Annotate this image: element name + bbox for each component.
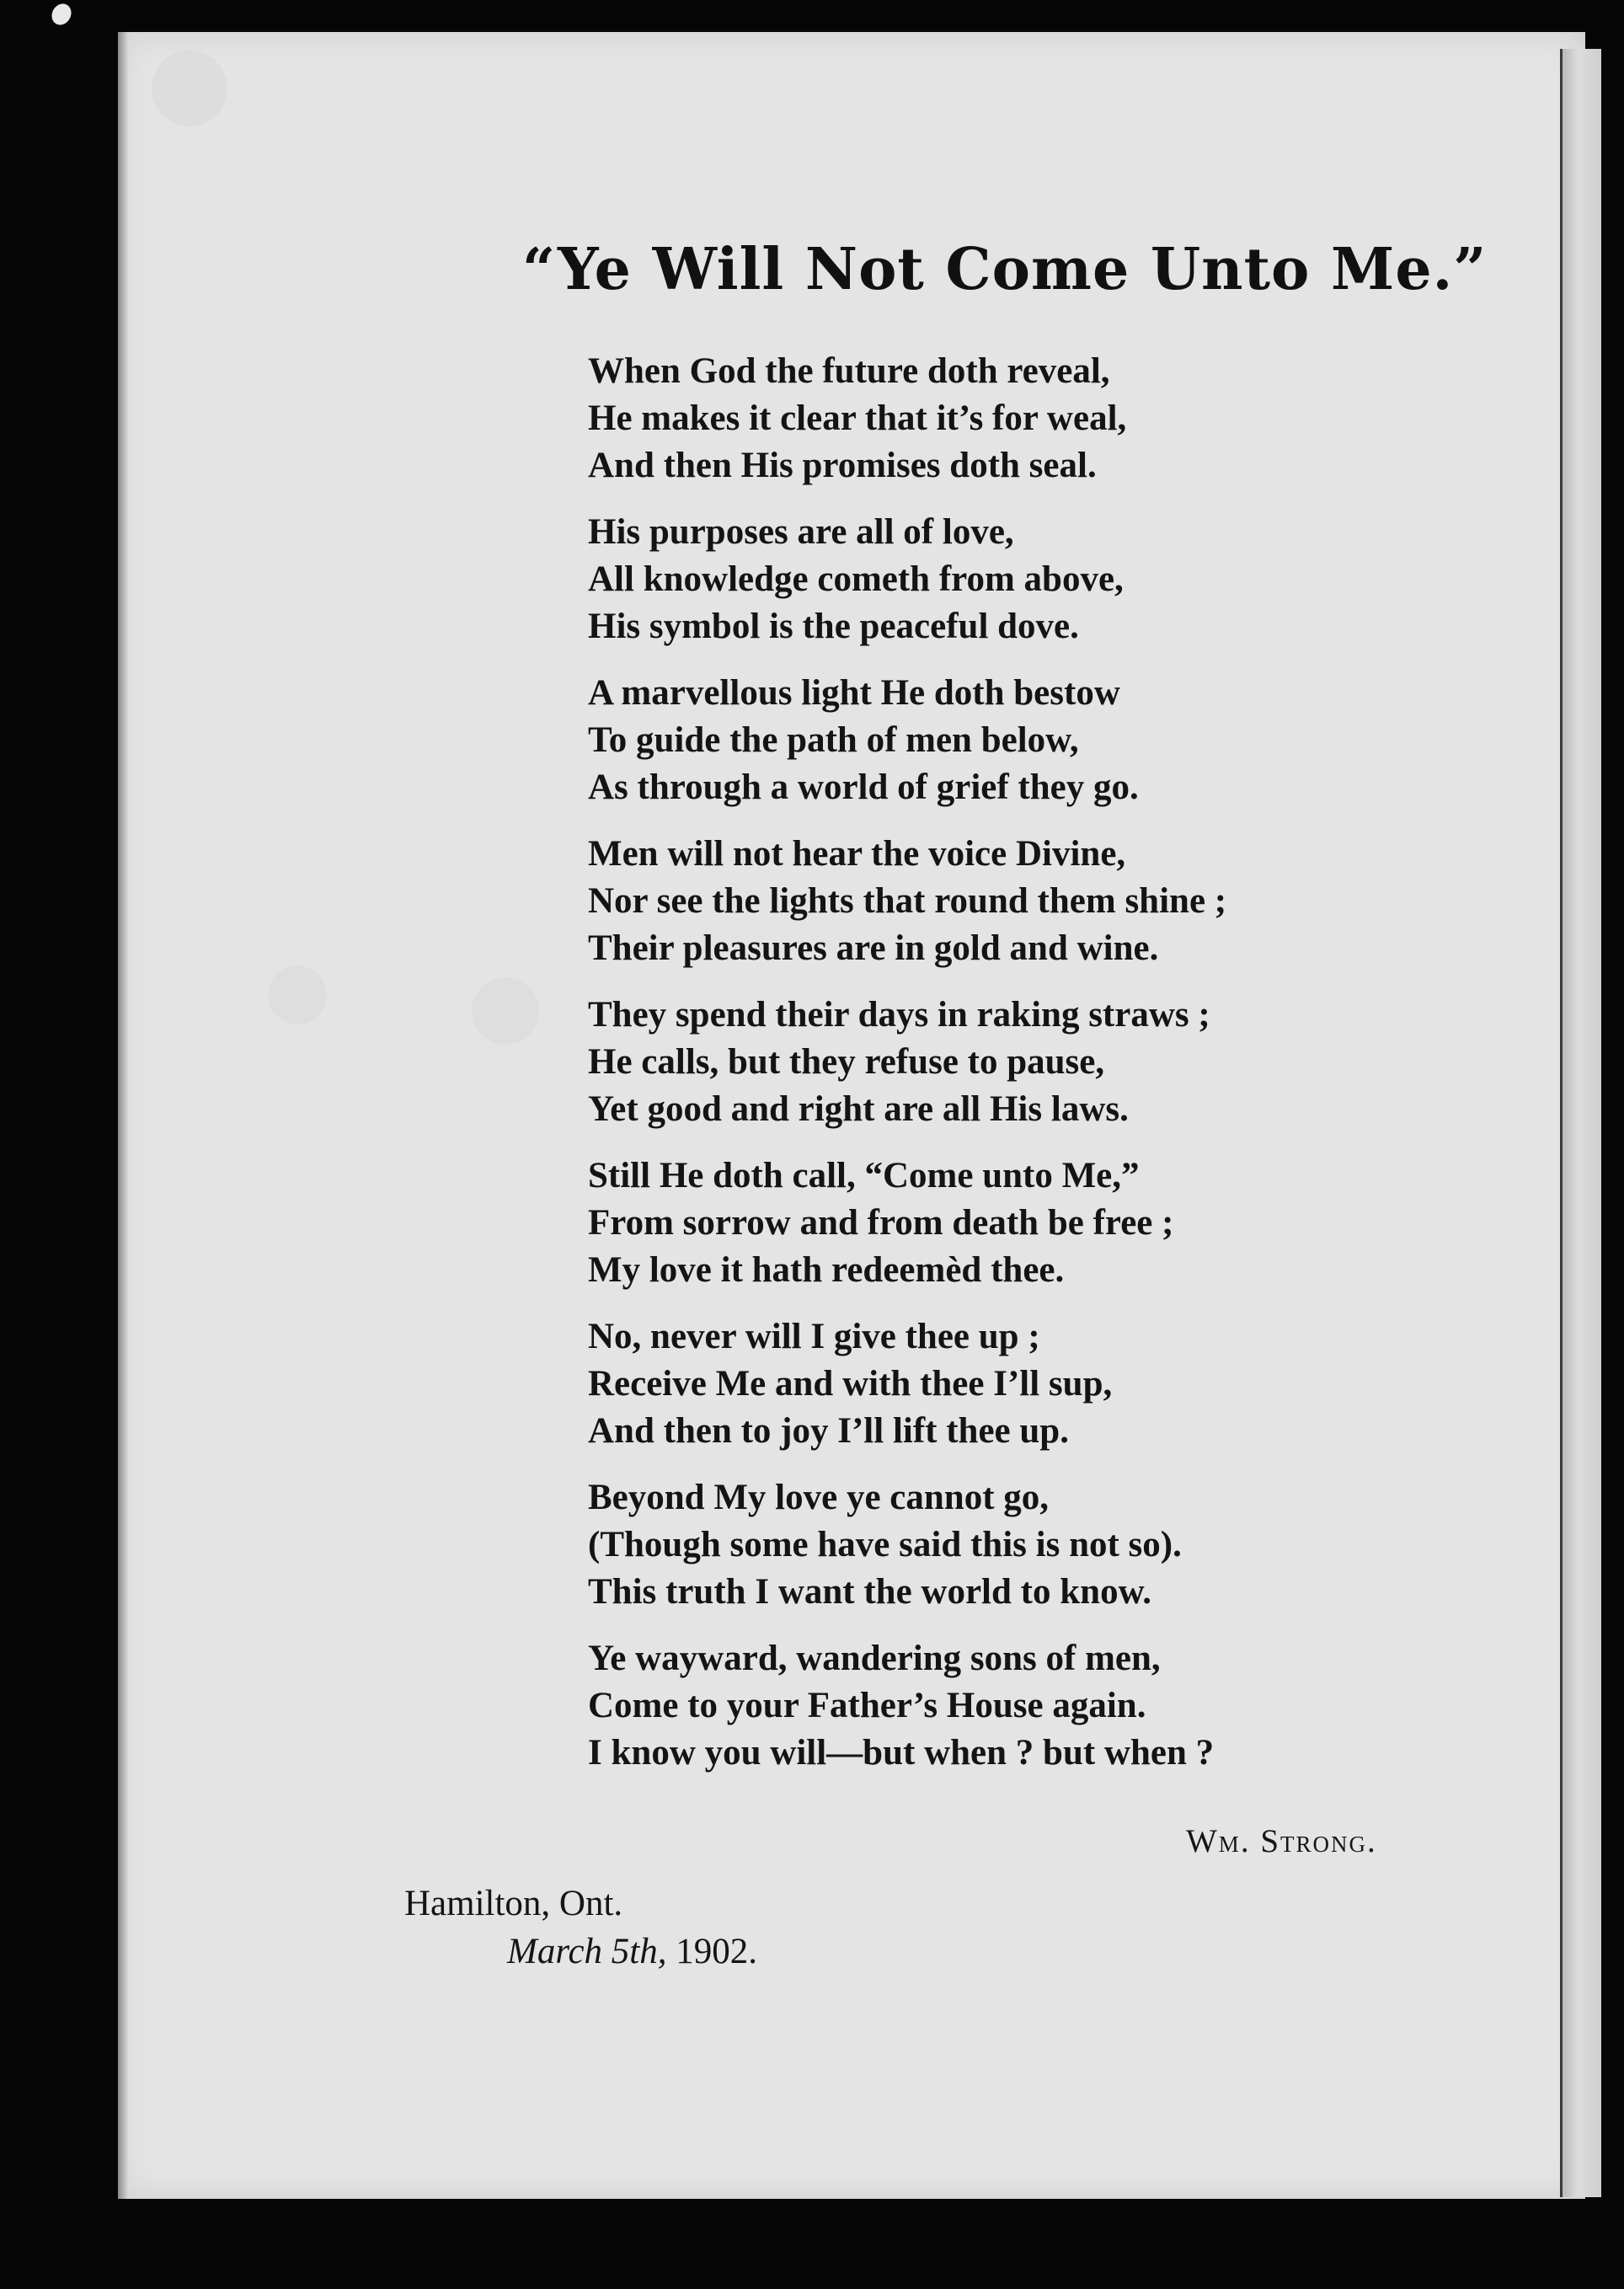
poem-line: Men will not hear the voice Divine,	[588, 834, 1126, 874]
stanza	[588, 1153, 1430, 1294]
date-year: 1902.	[666, 1932, 757, 1971]
stanza	[588, 670, 1430, 811]
author-signature: Wm. Strong.	[1186, 1823, 1377, 1859]
poem-line: No, never will I give thee up ;	[588, 1317, 1040, 1356]
poem-line: His purposes are all of love,	[588, 512, 1014, 552]
poem-line: He calls, but they refuse to pause,	[588, 1042, 1105, 1082]
poem-line: My love it hath redeemèd thee.	[588, 1250, 1065, 1290]
stanza	[588, 509, 1430, 650]
paper-blemish	[152, 51, 227, 126]
stanza	[588, 1474, 1430, 1616]
poem-line: To guide the path of men below,	[588, 720, 1079, 760]
poem-line: As through a world of grief they go.	[588, 767, 1139, 807]
poem-line: Nor see the lights that round them shine ;	[588, 881, 1227, 921]
poem-line: Their pleasures are in gold and wine.	[588, 928, 1159, 968]
poem-line: I know you will—but when ? but when ?	[588, 1733, 1215, 1773]
place-line: Hamilton, Ont.	[404, 1884, 623, 1923]
paper-blemish	[268, 965, 327, 1024]
stanza	[588, 348, 1430, 489]
poem-line: Ye wayward, wandering sons of men,	[588, 1639, 1161, 1678]
poem-line: Beyond My love ye cannot go,	[588, 1478, 1050, 1517]
poem-line: When God the future doth reveal,	[588, 351, 1110, 391]
poem-line: Come to your Father’s House again.	[588, 1686, 1146, 1725]
paper-blemish	[472, 977, 539, 1045]
poem-line: Receive Me and with thee I’ll sup,	[588, 1364, 1113, 1404]
date-line	[507, 1931, 757, 1972]
poem-line: From sorrow and from death be free ;	[588, 1203, 1174, 1243]
poem-line: He makes it clear that it’s for weal,	[588, 398, 1127, 438]
date-month-day: March 5th,	[507, 1932, 667, 1971]
poem-line: This truth I want the world to know.	[588, 1572, 1151, 1612]
page-binding-edge	[118, 32, 128, 2199]
poem-line: Still He doth call, “Come unto Me,”	[588, 1156, 1140, 1195]
adjacent-page-edge	[1560, 49, 1601, 2197]
poem-line: And then to joy I’ll lift thee up.	[588, 1411, 1069, 1451]
poem-line: Yet good and right are all His laws.	[588, 1089, 1129, 1129]
poem-line: They spend their days in raking straws ;	[588, 995, 1210, 1035]
poem-line: (Though some have said this is not so).	[588, 1525, 1182, 1564]
poem-line: His symbol is the peaceful dove.	[588, 607, 1079, 646]
scan-artifact	[48, 0, 75, 29]
stanza	[588, 1635, 1430, 1777]
poem-body	[588, 348, 1430, 1796]
poem-line: A marvellous light He doth bestow	[588, 673, 1120, 713]
stanza	[588, 992, 1430, 1133]
stanza	[588, 1313, 1430, 1455]
poem-line: All knowledge cometh from above,	[588, 559, 1124, 599]
stanza	[588, 831, 1430, 972]
poem-line: And then His promises doth seal.	[588, 446, 1097, 485]
poem-title: “Ye Will Not Come Unto Me.”	[522, 236, 1488, 303]
